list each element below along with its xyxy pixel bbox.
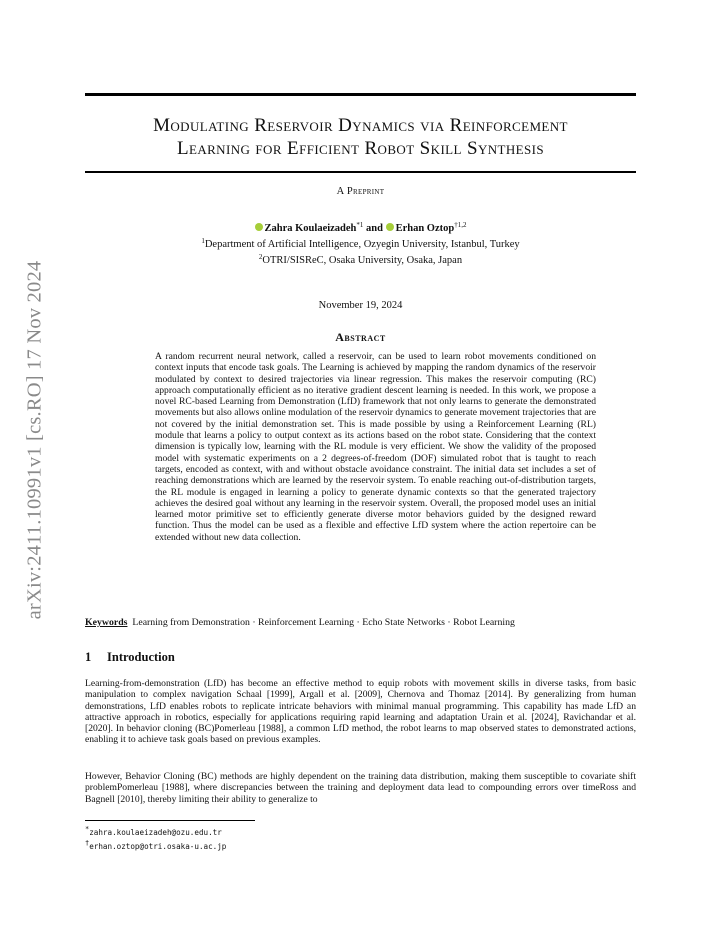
publication-date: November 19, 2024 xyxy=(318,300,403,311)
section-number: 1 xyxy=(85,650,92,664)
footnote-1-mark: * xyxy=(85,825,90,833)
keywords-label: Keywords xyxy=(85,617,128,628)
author-1-name: Zahra Koulaeizadeh xyxy=(264,223,357,234)
author-line xyxy=(85,219,636,235)
abstract-heading: Abstract xyxy=(335,330,386,344)
title-line-2: Learning for Efficient Robot Skill Synthesis xyxy=(176,138,545,159)
author-connector: and xyxy=(366,223,383,234)
keywords xyxy=(85,617,636,628)
title-top-rule xyxy=(85,93,636,96)
intro-paragraph-1: Learning-from-demonstration (LfD) has become an effective method to equip robots with movement skills in diverse tasks, from basic manipulation to complex navigation Schaal [1999], Argall et al. [2009], Chernova and Thomaz [2014]. By generalizing from human demonstrations, LfD enables robots to replicate intricate behaviors with minimal manual programming. This capability has made LfD an attractive approach in robotics, especially for applications requiring rapid learning and adaptation Urain et al. [2024], Ravichandar et al. [2020]. In behavior cloning (BC)Pomerleau [1988], a common LfD method, the robot learns to map observed states to demonstrated actions, enabling it to achieve task goals based on previous examples. xyxy=(85,678,636,746)
keywords-text: Learning from Demonstration · Reinforcement Learning · Echo State Networks · Robot Learning xyxy=(132,617,515,628)
affiliation-1 xyxy=(85,235,636,251)
author-block xyxy=(85,219,636,267)
author-1-marks: *1 xyxy=(356,221,364,229)
footnote-1 xyxy=(85,824,636,838)
arxiv-identifier: arXiv:2411.10991v1 [cs.RO] 17 Nov 2024 xyxy=(23,260,46,620)
title-bottom-rule xyxy=(85,171,636,173)
orcid-icon[interactable] xyxy=(386,223,394,231)
affiliation-2-text: OTRI/SISReC, Osaka University, Osaka, Japan xyxy=(262,255,463,266)
footnote-2 xyxy=(85,838,636,852)
section-title: Introduction xyxy=(107,650,175,664)
orcid-icon[interactable] xyxy=(255,223,263,231)
paper-title xyxy=(85,114,636,160)
affiliation-2 xyxy=(85,251,636,267)
footnotes xyxy=(85,824,636,852)
footnote-2-text[interactable]: erhan.oztop@otri.osaka-u.ac.jp xyxy=(89,842,227,851)
footnote-rule xyxy=(85,820,255,821)
preprint-label: A Preprint xyxy=(336,186,385,197)
abstract-text: A random recurrent neural network, called a reservoir, can be used to learn robot movements conditioned on context inputs that encode task goals. The Learning is achieved by mapping the random dynamics of the reservoir modulated by context to desired trajectories via linear regression. This makes the reservoir computing (RC) approach computationally efficient as no iterative gradient descent learning is needed. In this work, we propose a novel RC-based Learning from Demonstration (LfD) framework that not only learns to generate the demonstrated movements but also allows online modulation of the reservoir dynamics to generate movement trajectories that are not covered by the initial demonstration set. This is made possible by using a Reinforcement Learning (RL) module that learns a policy to output context as its actions based on the robot state. Considering that the context dimension is typically low, learning with the RL module is very efficient. We show the validity of the proposed model with systematic experiments on a 2 degrees-of-freedom (DOF) simulated robot that is taught to reach targets, encoded as context, with and without obstacle avoidance constraint. The initial data set includes a set of reaching demonstrations which are learned by the reservoir system. To enable reaching out-of-distribution targets, the RL module is engaged in learning a policy to generate dynamic contexts so that the generated trajectory achieves the desired goal without any learning in the reservoir system. Overall, the proposed model uses an initial learned motor primitive set to efficiently generate diverse motor behaviors guided by the designed reward function. Thus the model can be used as a flexible and effective LfD system where the action repertoire can be extended without new data collection. xyxy=(155,351,596,543)
author-2-name: Erhan Oztop xyxy=(395,223,455,234)
footnote-2-mark: † xyxy=(85,839,90,847)
section-heading-introduction xyxy=(85,650,636,665)
footnote-1-text[interactable]: zahra.koulaeizadeh@ozu.edu.tr xyxy=(89,828,222,837)
affiliation-2-mark: 2 xyxy=(258,253,263,261)
arxiv-identifier-sidebar xyxy=(20,240,50,640)
affiliation-1-text: Department of Artificial Intelligence, Ozyegin University, Istanbul, Turkey xyxy=(204,239,520,250)
title-line-1: Modulating Reservoir Dynamics via Reinforcement xyxy=(153,115,568,136)
affiliation-1-mark: 1 xyxy=(201,237,205,245)
intro-paragraph-2: However, Behavior Cloning (BC) methods are highly dependent on the training data distribution, making them susceptible to covariate shift problemPomerleau [1988], where discrepancies between the training and deployment data lead to compounding errors over timeRoss and Bagnell [2010], thereby limiting their ability to generalize to xyxy=(85,771,636,805)
author-2-marks: †1,2 xyxy=(454,221,467,229)
